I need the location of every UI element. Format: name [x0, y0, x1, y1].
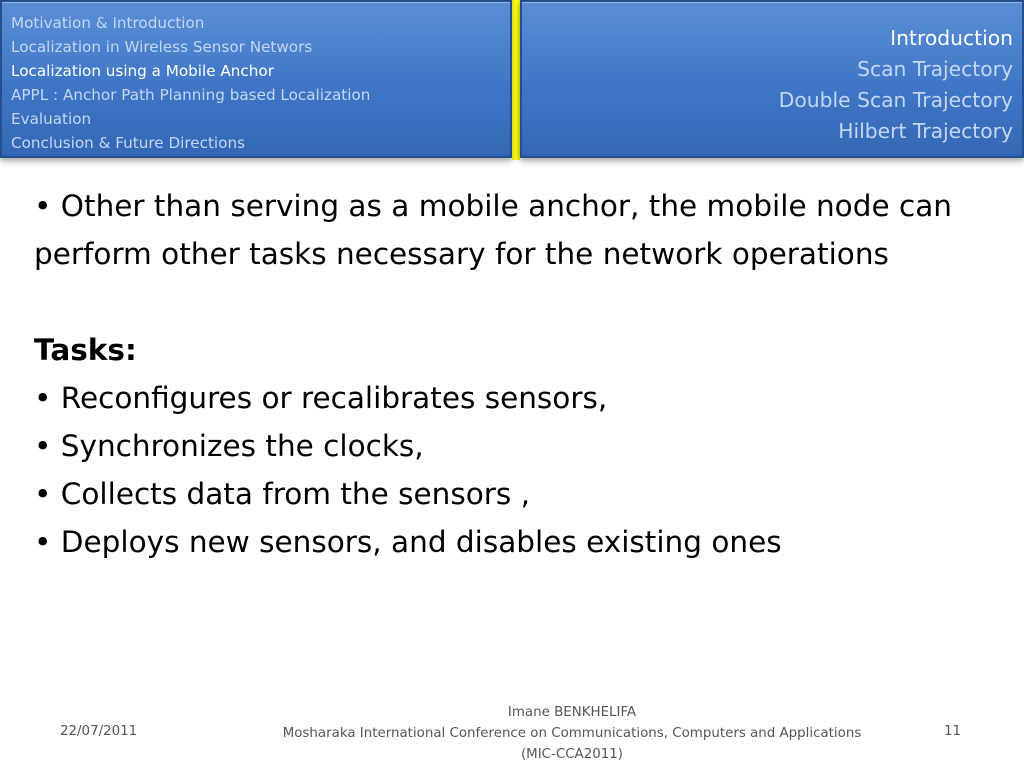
intro-bullet: • Other than serving as a mobile anchor, the mobile node can perform other tasks necessary for the network operations: [34, 189, 952, 271]
nav-item-appl[interactable]: APPL : Anchor Path Planning based Localization: [11, 86, 371, 104]
subsection-nav-panel: [520, 0, 1024, 158]
footer-author: Imane BENKHELIFA: [507, 705, 637, 720]
task-bullet-reconfigure: • Reconfigures or recalibrates sensors,: [34, 381, 608, 415]
slide-content: [34, 182, 984, 566]
subnav-item-hilbert[interactable]: Hilbert Trajectory: [838, 119, 1013, 143]
nav-item-motivation[interactable]: Motivation & Introduction: [11, 14, 205, 32]
footer-conference-abbr: (MIC-CCA2011): [520, 747, 624, 762]
subnav-item-scan-trajectory[interactable]: Scan Trajectory: [857, 57, 1013, 81]
tasks-heading: Tasks:: [34, 333, 137, 367]
nav-item-localization-wsn[interactable]: Localization in Wireless Sensor Networs: [11, 38, 313, 56]
footer-date: 22/07/2011: [60, 724, 138, 739]
footer-conference: Mosharaka International Conference on Communications, Computers and Applications: [282, 726, 862, 741]
task-bullet-deploy: • Deploys new sensors, and disables existing ones: [34, 525, 782, 559]
footer-center: [262, 702, 882, 765]
section-nav-panel: [0, 0, 512, 158]
page-number: 11: [944, 724, 962, 739]
task-bullet-synchronize: • Synchronizes the clocks,: [34, 429, 424, 463]
task-bullet-collect: • Collects data from the sensors ,: [34, 477, 531, 511]
slide-footer: [0, 700, 1024, 768]
paragraph-spacer: [34, 278, 984, 326]
subnav-item-double-scan[interactable]: Double Scan Trajectory: [778, 88, 1013, 112]
nav-item-evaluation[interactable]: Evaluation: [11, 110, 92, 128]
nav-item-mobile-anchor[interactable]: Localization using a Mobile Anchor: [11, 62, 274, 80]
subnav-item-introduction[interactable]: Introduction: [890, 26, 1013, 50]
nav-item-conclusion[interactable]: Conclusion & Future Directions: [11, 134, 245, 152]
nav-divider: [512, 0, 520, 160]
